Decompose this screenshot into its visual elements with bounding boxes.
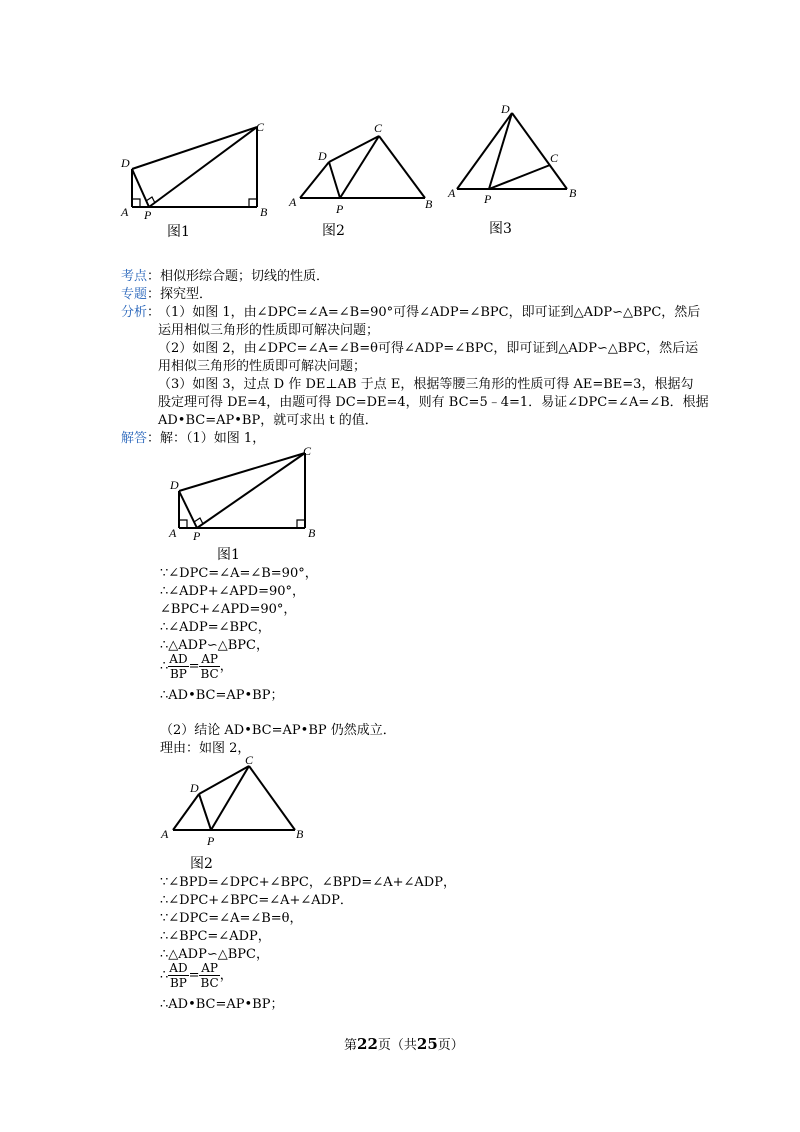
point-label: P [336, 202, 344, 216]
point-label: A [161, 827, 169, 841]
page-footer [344, 1034, 464, 1053]
numerator: AD [169, 652, 188, 666]
proof-line: ∴AD•BC=AP•BP； [160, 688, 284, 703]
fraction-ap-bc [199, 652, 219, 681]
point-label: B [425, 197, 433, 211]
proof-line: ∵∠DPC=∠A=∠B=θ， [160, 911, 303, 926]
figure-3-top [445, 100, 590, 210]
point-label: C [303, 444, 312, 458]
figure-2-top [285, 118, 440, 218]
proof-line: ∴∠BPC=∠ADP， [160, 929, 271, 944]
proof-line: ∵∠DPC=∠A=∠B=90°， [160, 566, 318, 581]
page-total: 25 [416, 1035, 438, 1053]
proof-line: ∴∠ADP=∠BPC， [160, 620, 271, 635]
comma: ， [219, 968, 233, 983]
page-number: 22 [357, 1035, 378, 1053]
fenxi-line: AD•BC=AP•BP，就可求出 t 的值． [158, 413, 378, 428]
therefore-symbol: ∴ [160, 968, 169, 983]
point-label: B [260, 205, 268, 219]
fraction-ad-bp [168, 961, 188, 990]
point-label: P [484, 192, 492, 206]
figure-1-solution-caption: 图1 [217, 547, 240, 563]
fenxi-line: （1）如图 1，由∠DPC=∠A=∠B=90°可得∠ADP=∠BPC，即可证到△ADP∽△BPC，然后 [158, 305, 701, 320]
figure-1-solution [163, 443, 323, 548]
fenxi-line: （3）如图 3，过点 D 作 DE⊥AB 于点 E，根据等腰三角形的性质可得 AE=BE=3，根据勾 [158, 377, 694, 392]
point-label: C [550, 151, 559, 165]
fenxi-row: 分析： [121, 305, 161, 320]
fraction-ap-bc [199, 961, 219, 990]
point-label: B [296, 827, 304, 841]
point-label: P [144, 208, 152, 222]
fenxi-line: 运用相似三角形的性质即可解决问题； [158, 323, 380, 338]
figure-1-top [115, 115, 280, 225]
proof-line: ∠BPC+∠APD=90°， [160, 602, 297, 617]
equals-sign: = [188, 659, 200, 674]
point-label: D [170, 478, 179, 492]
denominator: BC [200, 976, 219, 990]
proof-line: ∴△ADP∽△BPC， [160, 638, 269, 653]
fenxi-tag: 分析 [121, 305, 148, 320]
point-label: C [245, 753, 254, 767]
point-label: P [193, 529, 201, 543]
figure-2-solution-caption: 图2 [190, 856, 213, 872]
fenxi-line: 用相似三角形的性质即可解决问题； [158, 359, 367, 374]
proof-line: ∴∠DPC+∠BPC=∠A+∠ADP． [160, 893, 353, 908]
part2-reason: 理由：如图 2， [160, 741, 251, 756]
point-label: A [289, 195, 297, 209]
figure-3-caption: 图3 [489, 221, 512, 237]
point-label: D [318, 149, 327, 163]
equals-sign: = [188, 968, 200, 983]
point-label: C [374, 121, 383, 135]
fenxi-line: 股定理可得 DE=4，由题可得 DC=DE=4，则有 BC=5﹣4=1．易证∠DPC=∠A=∠B．根据 [158, 395, 709, 410]
footer-text: 页（共 [377, 1038, 417, 1053]
proof-line: ∴△ADP∽△BPC， [160, 947, 269, 962]
jieda-row: 解答：解：（1）如图 1， [121, 431, 266, 446]
kaodian-tag: 考点 [121, 269, 148, 284]
point-label: A [169, 526, 177, 540]
part2-heading: （2）结论 AD•BC=AP•BP 仍然成立． [160, 723, 396, 738]
figure-2-solution [157, 752, 317, 852]
therefore-symbol: ∴ [160, 659, 169, 674]
fraction-equation-1 [160, 652, 233, 681]
fraction-equation-2 [160, 961, 233, 990]
point-label: B [308, 526, 316, 540]
denominator: BP [169, 976, 187, 990]
point-label: A [448, 186, 456, 200]
kaodian-row: 考点：相似形综合题；切线的性质． [121, 269, 330, 284]
footer-text: 第 [344, 1038, 358, 1053]
denominator: BC [200, 667, 219, 681]
jieda-tag: 解答 [121, 431, 148, 446]
jieda-intro: 解：（1）如图 1， [160, 431, 266, 446]
point-label: A [121, 205, 129, 219]
point-label: D [190, 781, 199, 795]
fraction-ad-bp [168, 652, 188, 681]
point-label: B [569, 186, 577, 200]
proof-line: ∴AD•BC=AP•BP； [160, 997, 284, 1012]
zhuanti-text: 探究型． [160, 287, 213, 302]
numerator: AD [169, 961, 188, 975]
fenxi-line: （2）如图 2，由∠DPC=∠A=∠B=θ可得∠ADP=∠BPC，即可证到△ADP∽△BPC，然后运 [158, 341, 699, 356]
zhuanti-tag: 专题 [121, 287, 148, 302]
footer-text: 页） [437, 1038, 464, 1053]
zhuanti-row: 专题：探究型． [121, 287, 213, 302]
proof-line: ∴∠ADP+∠APD=90°， [160, 584, 305, 599]
proof-line: ∵∠BPD=∠DPC+∠BPC，∠BPD=∠A+∠ADP， [160, 875, 456, 890]
point-label: P [207, 834, 215, 848]
kaodian-text: 相似形综合题；切线的性质． [160, 269, 330, 284]
comma: ， [219, 659, 233, 674]
point-label: C [256, 120, 265, 134]
point-label: D [501, 102, 510, 116]
point-label: D [121, 156, 130, 170]
figure-1-caption: 图1 [167, 224, 190, 240]
numerator: AP [201, 961, 218, 975]
numerator: AP [201, 652, 218, 666]
denominator: BP [169, 667, 187, 681]
figure-2-caption: 图2 [322, 223, 345, 239]
